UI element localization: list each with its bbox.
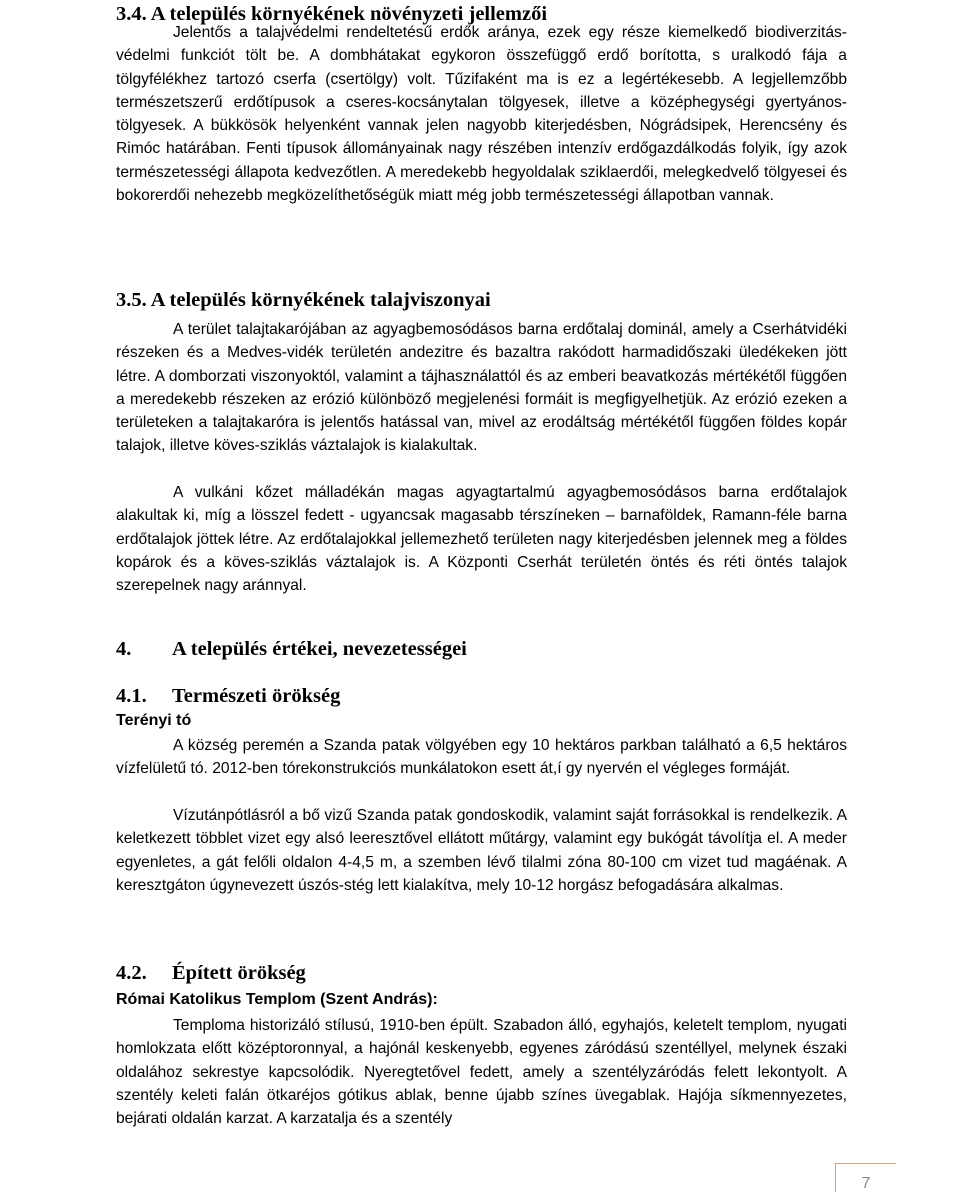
section-title: Épített örökség: [172, 962, 306, 984]
paragraph-lake-2: Vízutánpótlásról a bő vizű Szanda patak gondoskodik, valamint saját forrásokkal is rendelkezik. A keletkezett többlet vizet egy alsó leeresztővel ellátott műtárgy, valamint egy bukógát távolítja el. A meder egyenletes, a gát felőli oldalon 4-4,5 m, a szemben lévő tilalmi zóna 80-100 cm vizet tud magáénak. A keresztgáton úgynevezett úszós-stég lett kialakítva, mely 10-12 horgász befogadására alkalmas.: [116, 807, 847, 894]
section-heading-3-5: [116, 289, 491, 312]
paragraph-church: Temploma historizáló stílusú, 1910-ben épült. Szabadon álló, egyhajós, keletelt templom, nyugati homlokzata előtt középtoronnyal, a hajónál keskenyebb, egyenes záródású szentéllyel, melynek északi oldalához sekrestye kapcsolódik. Nyeregtetővel fedett, amely a szentélyzáródás felett lekontyolt. A szentély keleti falán ötkaréjos gótikus ablak, benne újabb színes üvegablak. Hajója síkmennyezetes, bejárati oldalán karzat. A karzatalja és a szentély: [116, 1017, 847, 1128]
section-number: 4.2.: [116, 962, 147, 984]
section-heading-4-2: [116, 962, 306, 985]
paragraph-vegetation: Jelentős a talajvédelmi rendeltetésű erdők aránya, ezek egy része kiemelkedő biodiverzitás-védelmi funkciót tölt be. A dombhátakat egykoron összefüggő erdő borította, s uralkodó fája a tölgyfélékhez tartozó cserfa (csertölgy) volt. Tűzifaként ma is ez a legértékesebb. A legjellemzőbb természetszerű erdőtípusok a cseres-kocsánytalan tölgyesek, illetve a középhegységi gyertyános-tölgyesek. A bükkösök helyenként vannak jelen nagyobb kiterjedésben, Nógrádsipek, Herencsény és Rimóc határában. Fenti típusok állományainak nagy részében intenzív erdőgazdálkodás folyik, így azok természetességi állapota kedvezőtlen. A meredekebb hegyoldalak sziklaerdői, melegkedvelő tölgyesei és bokorerdői nehezebb megközelíthetőségük miatt még jobb természetességi állapotban vannak.: [116, 24, 847, 205]
section-title: A település környékének talajviszonyai: [150, 289, 491, 311]
subheading-lake: Terényi tó: [116, 712, 192, 729]
paragraph-lake-1: A község peremén a Szanda patak völgyében egy 10 hektáros parkban található a 6,5 hektáros vízfelületű tó. 2012-ben tórekonstrukciós munkálatokon esett át,í gy nyervén el végleges formáját.: [116, 737, 847, 778]
page-number: 7: [835, 1163, 896, 1192]
section-number: 3.4.: [116, 3, 147, 25]
section-heading-4-1: [116, 685, 340, 708]
section-title: A település környékének növényzeti jellemzői: [150, 3, 548, 25]
section-number: 4.: [116, 638, 132, 660]
section-heading-4: [116, 638, 467, 661]
paragraph-soil-1: A terület talajtakarójában az agyagbemosódásos barna erdőtalaj dominál, amely a Cserhátvidéki részeken és a Medves-vidék területén andezitre és bazaltra rakódott harmadidőszaki üledékeken jött létre. A domborzati viszonyoktól, valamint a tájhasználattól és az emberi beavatkozás mértékétől függően a meredekebb részeken az erózió különböző megjelenési formáit is megfigyelhetjük. Az erózió ezeken a területeken a talajtakaróra is jelentős hatással van, mivel az erodáltság mértékétől függően földes kopár talajok, illetve köves-sziklás váztalajok is kialakultak.: [116, 321, 847, 455]
subheading-church: Római Katolikus Templom (Szent András):: [116, 991, 438, 1008]
section-number: 4.1.: [116, 685, 147, 707]
paragraph-soil-2: A vulkáni kőzet málladékán magas agyagtartalmú agyagbemosódásos barna erdőtalajok alakultak ki, míg a lösszel fedett - ugyancsak magasabb térszíneken – barnaföldek, Ramann-féle barna erdőtalajok jöttek létre. Az erdőtalajokkal jellemezhető területen nagy kiterjedésben jelennek meg a földes kopárok és a köves-sziklás váztalajok is. A Központi Cserhát területén öntés és réti öntés talajok szerepelnek nagy aránnyal.: [116, 484, 847, 595]
section-number: 3.5.: [116, 289, 147, 311]
section-title: A település értékei, nevezetességei: [172, 638, 467, 660]
section-title: Természeti örökség: [172, 685, 341, 707]
